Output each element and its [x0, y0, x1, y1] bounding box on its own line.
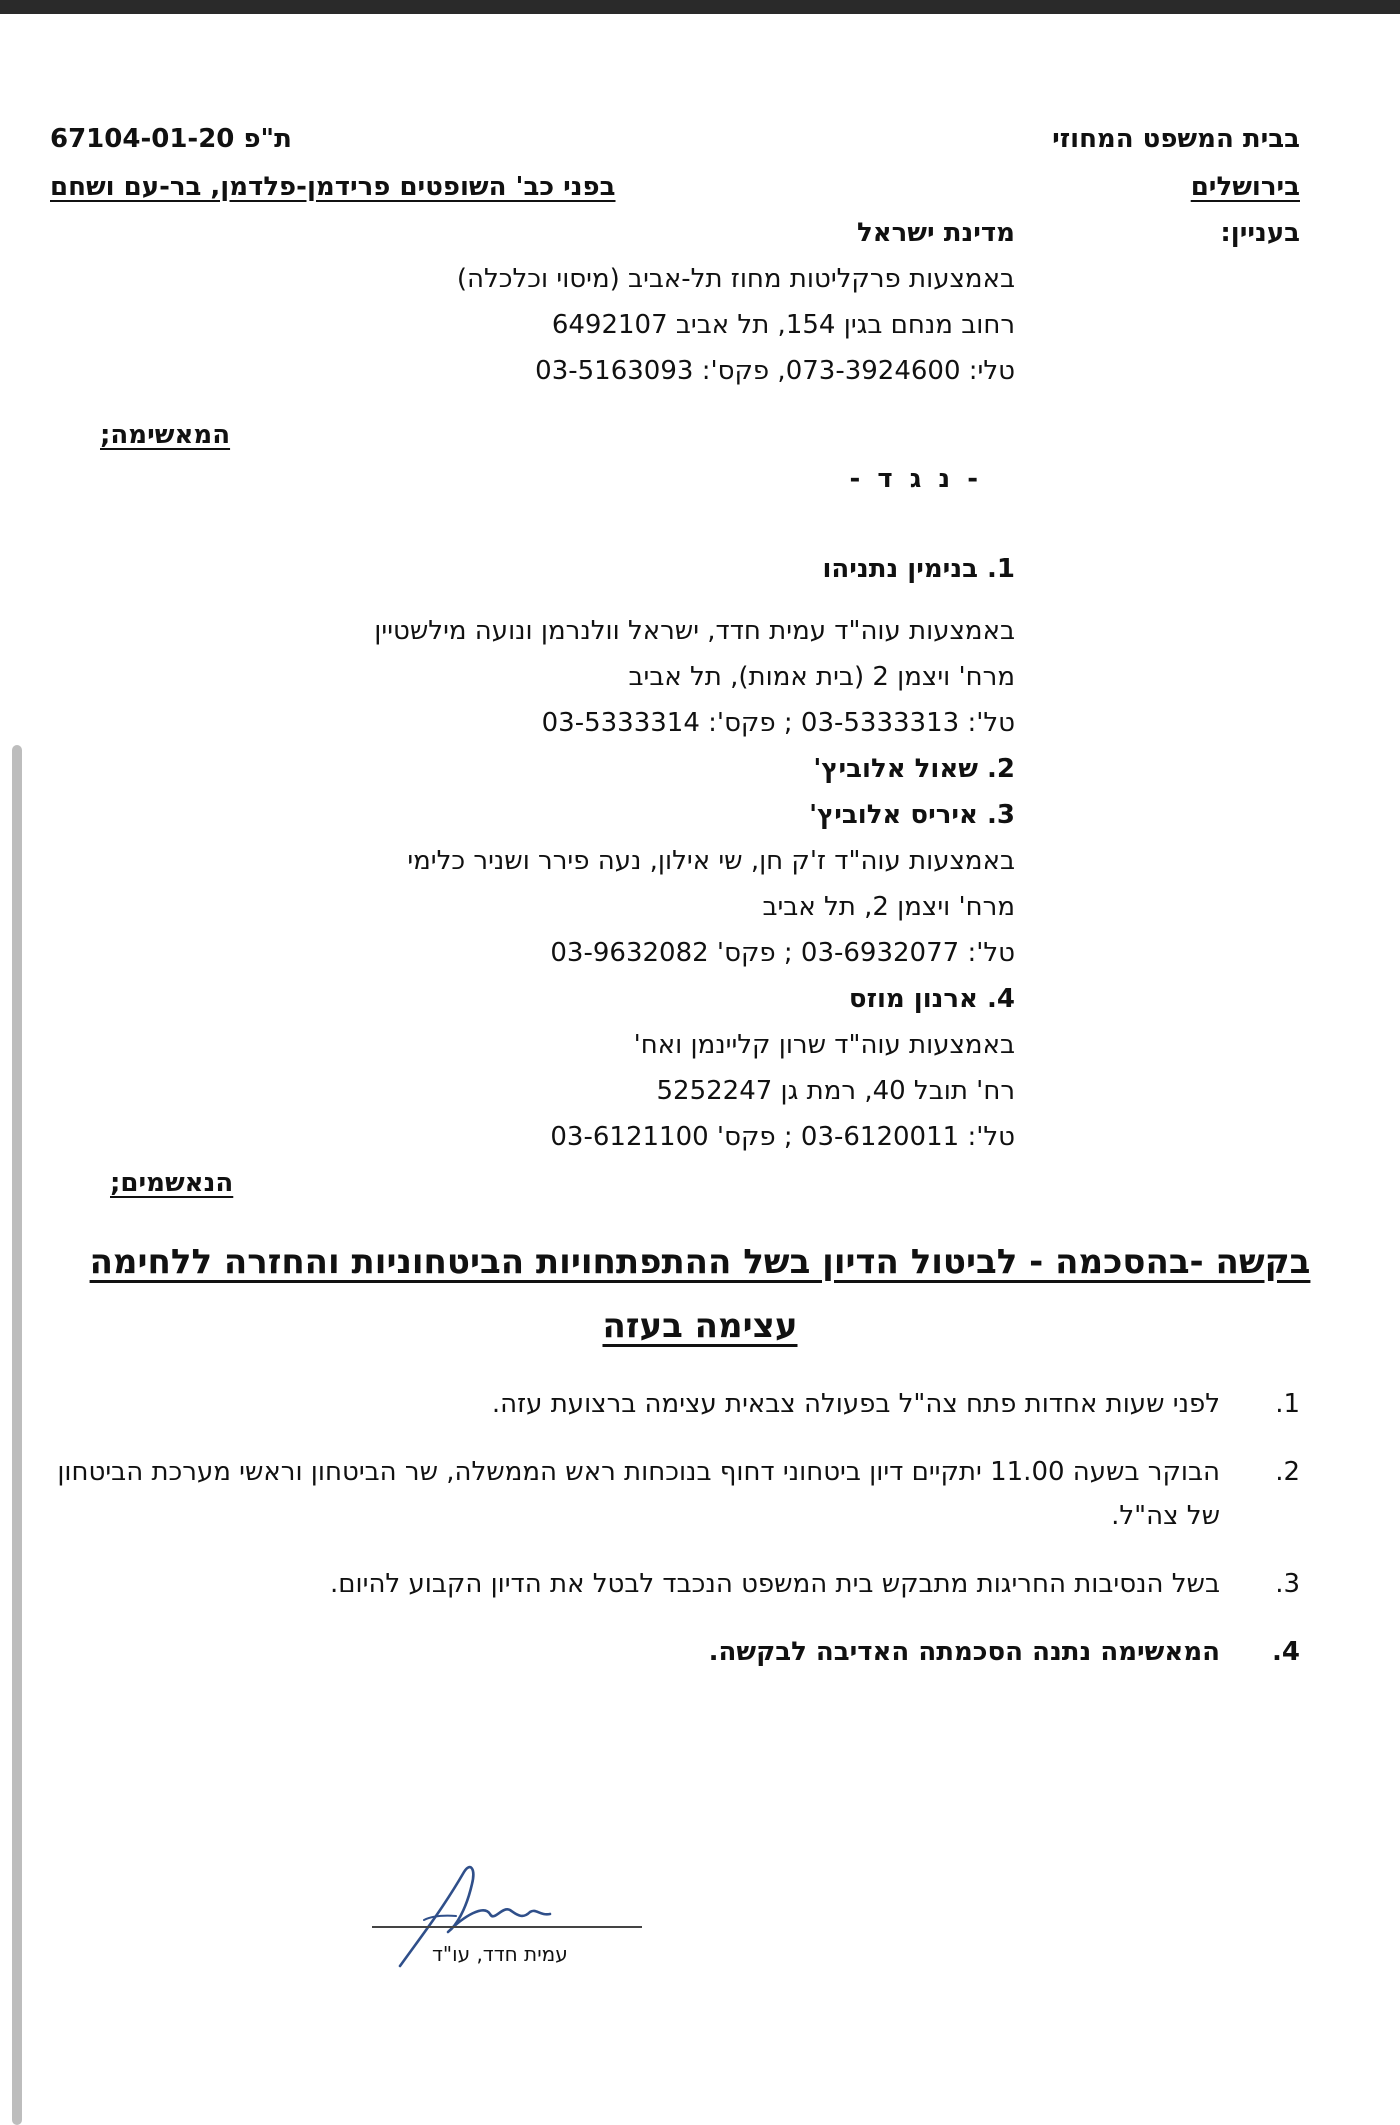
paragraph-text: בשל הנסיבות החריגות מתבקש בית המשפט הנכבד לבטל את הדיון הקבוע להיום. [330, 1569, 1220, 1599]
defendants-role: הנאשמים; [110, 1168, 234, 1198]
defendant-4-phone: טל': 03-6120011 ; פקס' 03-6121100 [550, 1122, 1015, 1152]
paragraph-4 [50, 1630, 1300, 1674]
paragraph-text: המאשימה נתנה הסכמתה האדיבה לבקשה. [708, 1637, 1220, 1667]
defendant-4-address: רח' תובל 40, רמת גן 5252247 [656, 1076, 1015, 1106]
defendant-1-address: מרח' ויצמן 2 (בית אמות), תל אביב [628, 662, 1015, 692]
versus-label: - נ ג ד - [849, 464, 982, 494]
case-number: ת"פ 67104-01-20 [50, 124, 292, 154]
signature-block [372, 1860, 642, 1990]
court-city: בירושלים [1190, 172, 1300, 202]
defendant-3-address: מרח' ויצמן 2, תל אביב [762, 892, 1015, 922]
defendant-3-name: 3. איריס אלוביץ' [809, 800, 1015, 830]
paragraph-number: 2. [1275, 1457, 1300, 1487]
paragraph-number: 1. [1275, 1389, 1300, 1419]
prosecution-name: מדינת ישראל [856, 218, 1015, 248]
paragraph-1 [50, 1382, 1300, 1426]
defendant-3-phone: טל': 03-6932077 ; פקס' 03-9632082 [550, 938, 1015, 968]
matter-label: בעניין: [1220, 218, 1300, 248]
paragraph-text: הבוקר בשעה 11.00 יתקיים דיון ביטחוני דחוף בנוכחות ראש הממשלה, שר הביטחון וראשי מערכת הביטחון של צה"ל. [57, 1457, 1220, 1531]
defendant-1-phone: טל': 03-5333313 ; פקס': 03-5333314 [541, 708, 1015, 738]
defendant-3-via: באמצעות עוה"ד ז'ק חן, שי אילון, נעה פירר ושניר כלימי [407, 846, 1015, 876]
court-name: בבית המשפט המחוזי [1052, 124, 1300, 154]
defendant-2-name: 2. שאול אלוביץ' [813, 754, 1015, 784]
defendant-1-name: 1. בנימין נתניהו [822, 554, 1015, 584]
prosecution-phone: טלי: 073-3924600, פקס': 03-5163093 [535, 356, 1015, 386]
request-title-line1: בקשה -בהסכמה - לביטול הדיון בשל ההתפתחויות הביטחוניות והחזרה ללחימה [89, 1242, 1311, 1282]
paragraph-2 [50, 1450, 1300, 1542]
judges-line: בפני כב' השופטים פרידמן-פלדמן, בר-עם ושחם [50, 172, 616, 202]
signature-name: עמית חדד, עו"ד [432, 1942, 568, 1966]
paragraph-number: 4. [1272, 1637, 1300, 1667]
prosecution-via: באמצעות פרקליטות מחוז תל-אביב (מיסוי וכלכלה) [456, 264, 1015, 294]
paragraph-3 [50, 1562, 1300, 1606]
defendant-4-name: 4. ארנון מוזס [848, 984, 1015, 1014]
signature-line [372, 1926, 642, 1928]
paragraph-number: 3. [1275, 1569, 1300, 1599]
defendant-4-via: באמצעות עוה"ד שרון קליינמן ואח' [633, 1030, 1015, 1060]
paragraph-text: לפני שעות אחדות פתח צה"ל בפעולה צבאית עצימה ברצועת עזה. [491, 1389, 1220, 1419]
request-title-line2: עצימה בעזה [602, 1306, 798, 1346]
prosecution-role: המאשימה; [100, 420, 231, 450]
defendant-1-via: באמצעות עוה"ד עמית חדד, ישראל וולנרמן ונועה מילשטיין [374, 616, 1015, 646]
prosecution-address: רחוב מנחם בגין 154, תל אביב 6492107 [551, 310, 1015, 340]
